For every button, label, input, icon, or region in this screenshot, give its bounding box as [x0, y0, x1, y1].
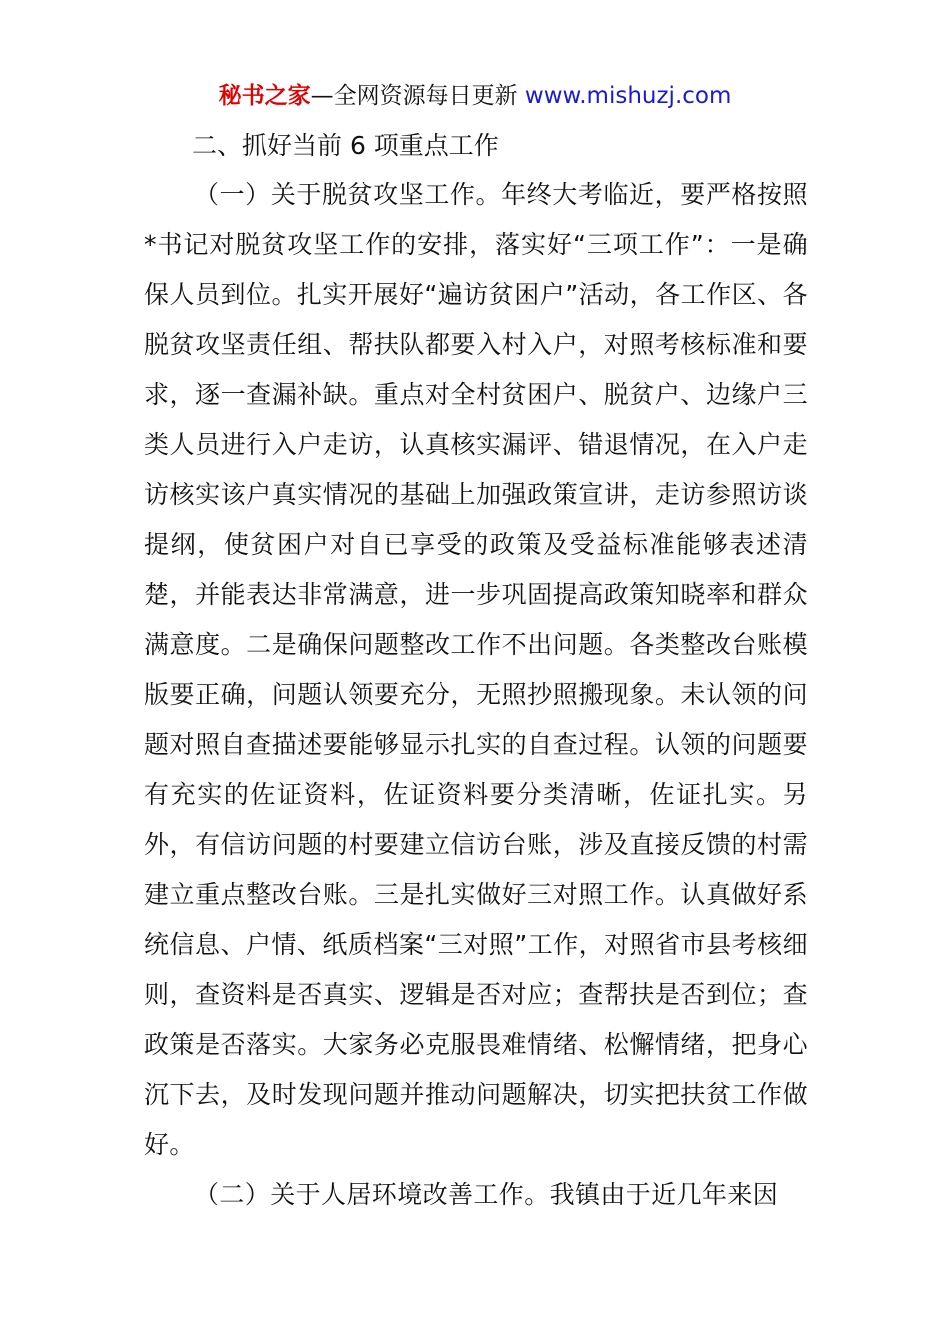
paragraph-block — [144, 170, 808, 1170]
paragraph-living-environment: （二）关于人居环境改善工作。我镇由于近几年来因 — [194, 1180, 779, 1209]
paragraph-block — [144, 1170, 808, 1220]
site-banner — [0, 80, 950, 112]
site-url-link[interactable]: www.mishuzj.com — [524, 83, 732, 109]
banner-tagline: —全网资源每日更新 — [310, 83, 525, 109]
brand-name: 秘书之家 — [218, 83, 311, 109]
section-heading: 二、抓好当前 6 项重点工作 — [192, 131, 499, 160]
paragraph-poverty-alleviation: （一）关于脱贫攻坚工作。年终大考临近，要严格按照*书记对脱贫攻坚工作的安排，落实好“三项工作”：一是确保人员到位。扎实开展好“遍访贫困户”活动，各工作区、各脱贫攻坚责任组、帮扶队都要入村入户，对照考核标准和要求，逐一查漏补缺。重点对全村贫困户、脱贫户、边缘户三类人员进行入户走访，认真核实漏评、错退情况，在入户走访核实该户真实情况的基础上加强政策宣讲，走访参照访谈提纲，使贫困户对自已享受的政策及受益标准能够表述清楚，并能表达非常满意，进一步巩固提高政策知晓率和群众满意度。二是确保问题整改工作不出问题。各类整改台账模版要正确，问题认领要充分，无照抄照搬现象。未认领的问题对照自查描述要能够显示扎实的自查过程。认领的问题要有充实的佐证资料，佐证资料要分类清晰，佐证扎实。另外，有信访问题的村要建立信访台账，涉及直接反馈的村需建立重点整改台账。三是扎实做好三对照工作。认真做好系统信息、户情、纸质档案“三对照”工作，对照省市县考核细则，查资料是否真实、逻辑是否对应；查帮扶是否到位；查政策是否落实。大家务必克服畏难情绪、松懈情绪，把身心沉下去，及时发现问题并推动问题解决，切实把扶贫工作做好。 — [144, 180, 808, 1159]
